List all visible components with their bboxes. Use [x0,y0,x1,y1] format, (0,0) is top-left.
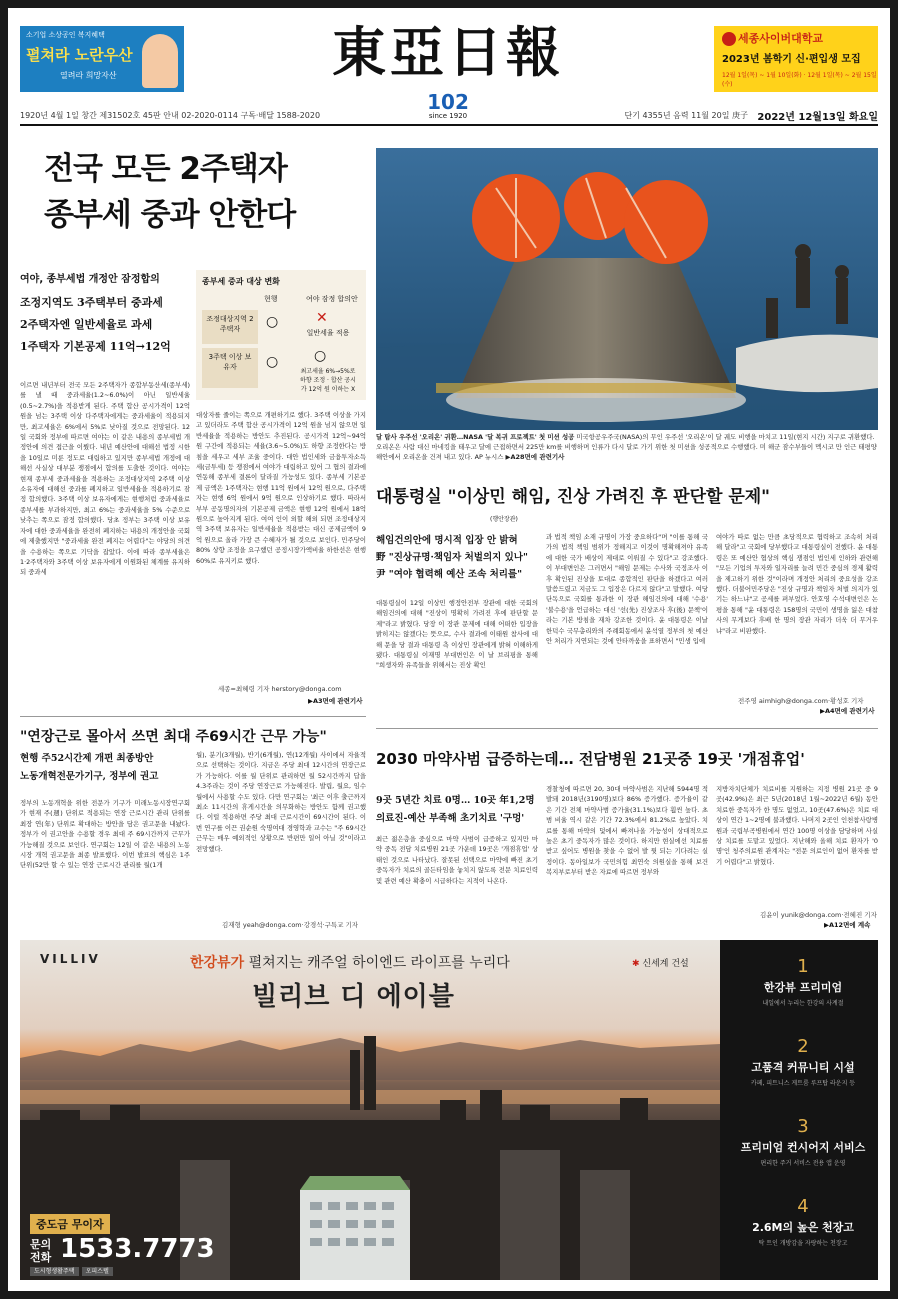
feature-number: 3 [797,1116,809,1137]
ad-tagline-highlight: 한강뷰가 [190,955,245,971]
cross-icon: ✕ [316,310,328,326]
ad-feature-4 [728,1196,878,1247]
art2-body-col1: 대통령실이 12일 이상민 행정안전부 장관에 대한 국회의 해임건의에 대해 "진상이 명확히 가려진 후에 판단할 문제"라고 밝혔다. 당장 이 장관 문제에 대해 어떠한 입장을 밝히지는 않겠다는 뜻으로, 수사 결과에 이태원 참사에 대해 문을 당 결과 대통령 측 이상민 장관에게 밝혀 이해하게 됐다. 대통령실 이재명 부대변인은 이 날 브리핑을 통해 "희생자와 유족들을 위해서는 진상 확인 [376,599,538,670]
table-row2-new: 최고세율 6%→5%로 하향 조정 · 합산 공시가 12억 원 이하는 X [300,368,356,393]
feature-desc: 편리한 주거 서비스 전용 앱 운영 [760,1160,846,1167]
photo-see-more[interactable]: ▶A28면에 관련기사 [505,453,565,461]
table-row2-label: 3주택 이상 보유자 [202,348,258,388]
art3-byline: 김재형 yeah@donga.com·강경석·구특교 기자 [222,921,359,929]
ad-right-headline: 2023년 봄학기 신·편입생 모집 [722,54,861,65]
ad-cityscape [20,940,720,1280]
ad-tagline-rest: 펼쳐지는 캐주얼 하이엔드 라이프를 누리다 [248,955,510,971]
lead-sub-3: 1주택자 기본공제 11억→12억 [20,340,171,353]
lead-headline[interactable] [44,146,364,238]
feature-title: 고품격 커뮤니티 시설 [751,1061,855,1074]
table-col-new: 여야 잠정 합의안 [306,295,358,303]
art4-byline: 김윤이 yunik@donga.com·전혜진 기자 [760,911,877,919]
ad-right-title: 세종사이버대학교 [738,32,824,45]
art3-body-col2: 월), 분기(3개월), 반기(6개월), 연(12개월) 사이에서 자율적으로 선택하는 것이다. 지금은 주당 최대 12시간의 연장근로가 가능하다. 이를 월 단위로 관리하면 월 52시간까지 답을 4.3주라는 것이 주당 연장근로 가능해진다. 발립, 월요, 임수 월에서 사용할 수도 있다. 다만 연구회는 '최근 이후 출근까지 최소 11시간의 휴게시간을 의무화하는 방안도 함께 권고했다. 이럴 적용하면 주당 최대 근로시간이 69시간이 된다. 이번 연구를 이끈 권순원 숙명여대 경영학과 교수는 "주 69시간 근무는 매우 예외적인 상황으로 반편만 일어 아닐 것"이라고 전망했다. [196,751,366,853]
art3-body-col1: 정부의 노동개혁을 위한 전문가 기구가 미래노동시장연구회가 현재 주(週) 단위로 적용되는 연장 근로시간 관리 단위를 최장 연(年) 단위로 확대하는 방안을 담은 권고문을 내놨다. 정부가 이 권고안을 수용할 경우 최대 주 69시간까지 근무가 가능해질 것으로 보인다. 연구회는 12일 이 같은 내용의 노동시장 개혁 권고문을 최종 발표했다. 이번 발표의 핵심은 1주 단위(52만 할 수 있는 연장 근로시간 관리를 월(1개 [20,799,190,870]
dateline [20,108,878,124]
ad-phone-number[interactable]: 1533.7773 [60,1234,215,1264]
ad-interest-free-badge: 중도금 무이자 [30,1214,110,1234]
working-hours-headline[interactable]: "연장근로 몰아서 쓰면 최대 주69시간 근무 가능" [20,729,327,745]
headline-source-note: (행안장관) [490,516,518,523]
art4-kicker-1: 9곳 5년간 치료 0명… 10곳 年1,2명 [376,795,535,806]
newspaper-logo[interactable]: 東亞日報 [332,20,564,84]
lead-sub-1: 조정지역도 3주택부터 중과세 [20,296,163,309]
art2-kicker-3: 尹 "여야 협력해 예산 조속 처리를" [376,569,523,580]
divider [20,716,366,717]
president-office-headline[interactable]: 대통령실 "이상민 해임, 진상 가려진 후 판단할 문제" [376,487,771,507]
ad-left-small: 소기업 소상공인 복지혜택 [26,31,105,39]
lead-see-more[interactable]: ▶A3면에 관련기사 [308,697,363,705]
circle-icon: ○ [314,348,327,364]
feature-title: 한강뷰 프리미엄 [763,981,843,994]
lead-sub-2: 2주택자엔 일반세율로 과세 [20,318,153,331]
art2-see-more[interactable]: ▶A4면에 관련기사 [820,707,875,715]
anniversary-number: 102 [427,90,469,114]
issue-date: 2022년 12월13일 화요일 [757,112,878,123]
art2-body-col3: 여야가 따로 없는 만큼 초당적으로 협력하고 조속히 처리해 달라"고 국회에 당부했다고 대통령실이 전했다. 윤 대통령은 또 예산안 협상의 핵심 쟁점인 법인세 인하와 관련해 "모든 기업의 투자와 일자리를 늘려 민간 중심의 경제 활력을 제고하기 위한 것"이라며 개정안 처리의 중요성을 강조했다. 더불어민주당은 "진상 규명과 책임자 처벌 의지가 있기는 하느냐"고 공세를 펴부었다. 안호영 수석대변인은 논평을 통해 "윤 대통령은 158명의 국민이 생명을 잃은 대참사의 무게보다 후배 한 명의 장관 자리가 더욱 더 무거우냐"라고 비판했다. [716,533,878,635]
feature-number: 4 [797,1196,809,1217]
ad-feature-1 [728,956,878,1007]
art4-kickers [376,792,538,828]
divider [376,728,878,729]
art4-kicker-2: 의료진-예산 부족해 초기치료 '구멍' [376,813,525,824]
art2-kickers [376,532,538,583]
art4-body-col1: 최근 젊은층을 중심으로 마약 사범이 급증하고 있지만 마약 중독 전담 치료병원 21곳 가운데 19곳은 '개점휴업' 상태인 것으로 나타났다. 잘못된 선택으로 마약에 빠진 초기 중독자가 치료의 골든타임을 놓치지 않도록 전문 치료인력 및 관련 예산 확충이 시급하다는 지적이 나온다. [376,835,538,885]
university-seal-icon [722,32,736,46]
orion-photo[interactable] [376,148,878,430]
table-row1-new: 일반세율 적용 [306,329,350,337]
drug-offenders-headline[interactable]: 2030 마약사범 급증하는데… 전담병원 21곳중 19곳 '개점휴업' [376,750,805,768]
circle-icon: ○ [266,314,279,330]
masthead-ad-left[interactable] [20,26,184,92]
circle-icon: ○ [266,354,279,370]
masthead-ad-right[interactable] [714,26,878,92]
ad-feature-3 [728,1116,878,1167]
builder-star-icon: ✱ [632,959,640,969]
ad-brand-logo: VILLIV [40,952,101,966]
ad-title: 빌리브 디 에이블 [252,982,455,1012]
orion-capsule-illustration [376,148,878,430]
caption-body: 미국항공우주국(NASA)의 무인 우주선 '오리온'이 달 궤도 비행을 마치고 11일(현지 시간) 지구로 귀환했다. 오리온은 사람 대신 마네킹을 태우고 달에 근접하면서 225만 km를 비행하며 인류가 다시 달로 가기 위한 첫 미션을 성공적으로 수행했다. 미 해군 잠수부들이 멕시코 만 인근 태평양 해안에서 오리온을 건져 내고 있다. AP 뉴시스 [376,433,877,461]
lead-body-col2: 대상자를 줄이는 쪽으로 개편하기로 했다. 3주택 이상을 가지고 있더라도 주택 합산 공시가격이 12억 원을 넘지 않으면 일반세율을 적용하는 방안도 추진된다. 공시가격 12억∼94억 원 구간에 적용되는 세율(3.6∼5.0%)도 하향 조정한다는 방침을 세우고 세부 조율 중이다. 대안 법인세와 금융투자소득세(금투세) 등 쟁점에서 여야가 대립하고 있어 그 협의 결과에 연동해 종부세 결론이 달라질 가능성도 있다. 종부세 기본공제 금액은 1주택자는 현행 11억 원에서 12억 원으로, 다주택자는 현행 6억 원에서 9억 원으로 인상하기로 했다. 따라서 부부 공동명의자의 기본공제 금액은 현행 12억 원에서 18억 원으로 높아지게 된다. 여여 인이 외할 해외 되면 조정대상지역 3주택 보유자는 일반세율을 적용받는 대신 공제금액이 9억 원으로 올라 가장 큰 수혜자가 될 것으로 보인다. 민주당이 80% 상향 조정을 요구했던 공정시장가액비율 하한선은 현행 60%로 유지키로 했다. [196,411,366,565]
newspaper-page [8,8,890,1291]
feature-number: 1 [797,956,809,977]
ad-left-sub: 열려라 희망자산 [60,71,117,80]
feature-desc: 카페, 피트니스 게트룸 루프탑 라운지 등 [750,1080,856,1087]
table-col-current: 현행 [264,295,278,303]
art3-kickers [20,750,190,786]
art4-see-more[interactable]: ▶A12면에 계속 [824,921,871,929]
ad-chip-2: 오피스텔 [82,1267,113,1276]
ad-right-dates: 12월 1일(목) ~ 1월 10일(화) · 12월 1일(목) ~ 2월 15일(수) [722,72,877,88]
lead-headline-line2: 종부세 중과 안한다 [44,197,296,233]
feature-desc: 탁 트인 개방감을 자랑하는 천장고 [758,1240,848,1247]
art3-kicker-1: 현행 주52시간제 개편 최종방안 [20,753,154,764]
feature-title: 프리미엄 컨시어지 서비스 [740,1141,866,1154]
lead-byline: 세종=최혜령 기자 herstory@donga.com [218,685,342,693]
ad-left-person-icon [142,34,178,88]
ad-tagline [190,952,510,972]
tax-change-table [196,270,366,400]
anniversary-since: since 1920 [428,112,468,120]
ad-builder-name: 신세계 건설 [642,959,689,969]
caption-title: 달 탐사 우주선 '오리온' 귀환…NASA '달 복귀 프로젝트' 첫 미션 성공 [376,433,575,441]
masthead-divider [20,124,878,126]
ad-feature-2 [728,1036,878,1087]
founded-info: 1920년 4월 1일 창간 제31502호 45판 안내 02-2020-0114 구독·배달 1588-2020 [20,111,321,120]
table-row1-label: 조정대상지역 2주택자 [202,310,258,344]
art2-kicker-1: 해임건의안에 명시적 입장 안 밝혀 [376,535,518,546]
lead-kicker: 여야, 종부세법 개정안 잠정합의 [20,274,160,285]
table-title: 종부세 중과 대상 변화 [202,277,280,286]
ad-chips [30,1266,116,1275]
lead-body-col1: 이르면 내년부터 전국 모든 2주택자가 종합부동산세(종부세)를 낼 때 중과세율(1.2∼6.0%)이 아닌 일반세율(0.5∼2.7%)을 적용받게 된다. 주택 합산 공시가격이 12억 원을 넘는 3주택 이상 다주택자에게는 중과세율이 적용되지만, 최고세율은 6%에서 5%로 낮아질 것으로 전망된다. 12일 국회와 정부에 따르면 여야는 이 같은 내용의 종부세법 개정안에 의견 접근을 이뤘다. 내년 예산안에 대해선 법정 시한을 10일로 미룬 정도로 대립하고 있지만 종부세법 개정에 대해선 사실상 대부분 쟁점에서 합의를 도출한 것이다. 여야는 현재 종부세 중과세율을 적용하는 조정대상지역 2주택 이상 소유자에 대해선 중과를 폐지하고 일반세율을 적용하기로 잠정 합의했다. 3주택 이상 보유자에게는 현행처럼 중과세율로 종부세를 부과하지만, 최고 6%는 중과세율을 5% 수준으로 낮추는 쪽으로 잠정 합의했다. 당초 정부는 3주택 이상 보유자에 대한 중과세율을 완전히 폐지하는 내용의 개정안을 국회에 제출했지만 "중과세율 완전 폐지는 어렵다"는 야당의 의견을 수용하는 쪽으로 기닥을 잡았다. 이에 따라 종부세율은 1·2주택자와 3주택 이상 보유자에게 이원화된 체계를 유지하되 중과세 [20,381,190,577]
ad-phone-label: 문의 전화 [30,1238,52,1264]
ad-chip-1: 도시형생활주택 [30,1267,79,1276]
art2-byline: 전주영 aimhigh@donga.com·황성호 기자 [738,697,864,705]
villiv-advertisement[interactable] [20,940,878,1280]
feature-desc: 내일에서 누리는 한강의 사계절 [762,1000,844,1007]
feature-number: 2 [797,1036,809,1057]
ad-builder [632,956,689,969]
lead-subheads [20,292,190,358]
lunar-date: 단기 4355년 음력 11월 20일 庚子 [624,111,748,120]
feature-title: 2.6M의 높은 천장고 [752,1221,854,1234]
art4-body-col2: 경찰청에 따르면 20, 30대 마약사범은 지난해 5944명 적발돼 2018년(3190명)보다 86% 증가했다. 증가율이 같은 기간 전체 마약사범 증가율(31.1%)보다 훨씬 높다. 초범 비율 역시 같은 기간 72.3%에서 81.2%로 높았다. 치료를 통해 마약의 덫에서 빠져나올 가능성이 상대적으로 높은 초기 중독자가 많은 것이다. 하지만 현실에선 치료를 받고 싶어도 병원을 찾을 수 없어 발 뒷 되는 기다려는 실정이다. 동아일보가 국민의힘 최연숙 의원실을 통해 보건복지부로부터 받은 자료에 따르면 정부와 [546,785,708,877]
art3-kicker-2: 노동개혁전문가기구, 정부에 권고 [20,771,159,782]
lead-headline-line1: 전국 모든 2주택자 [44,151,287,187]
ad-left-title: 펼쳐라 노란우산 [26,46,133,64]
art4-body-col3: 지방자치단체가 치료비를 지원하는 지정 병원 21곳 중 9곳(42.9%)은 최근 5년(2018년 1월∼2022년 6월) 동안 치료한 중독자가 한 명도 없었고, 10곳(47.6%)은 치료 대상이 연간 1∼2명에 불과했다. 나머지 2곳인 인천참사랑병원과 국립부곡병원에서 연간 100명 이상을 담당하며 사실상 치료를 도맡고 있었다. 지난해와 올해 치료 환자가 '0명'인 청주의료원 관계자는 "전문 의료인이 없어 환자를 받기 어렵다"고 밝혔다. [716,785,878,866]
art2-kicker-2: 野 "진상규명·책임자 처벌의지 있나" [376,552,528,563]
photo-caption [376,432,878,468]
art2-body-col2: 과 법적 책임 소재 규명이 가장 중요하다"며 "이를 통해 국가의 법적 책임 범위가 정해지고 이것이 명확해져야 유족에 대한 국가 배상이 제대로 이뤄질 수 있다"고 강조했다. 이 부대변인은 그러면서 "해임 문제는 수사와 국정조사 이후 확인된 진상을 토대로 종합적인 판단을 하겠다고 여러 말씀드렸고 지금도 그 입장은 다르지 않다"고 말했다. 여당 단독으로 국회를 통과한 이 장관 해임건의에 대해 '수용' '불수용'을 언급하는 대신 '선(先) 진상조사 후(後) 문책'이라는 기본 방침을 재차 강조한 것이다. 윤 대통령은 이날 한덕수 국무총리와의 주례회동에서 윤석열 정부의 첫 예산안 처리가 지연되는 것에 안타까움을 표하면서 "민생 입에 [546,533,708,646]
